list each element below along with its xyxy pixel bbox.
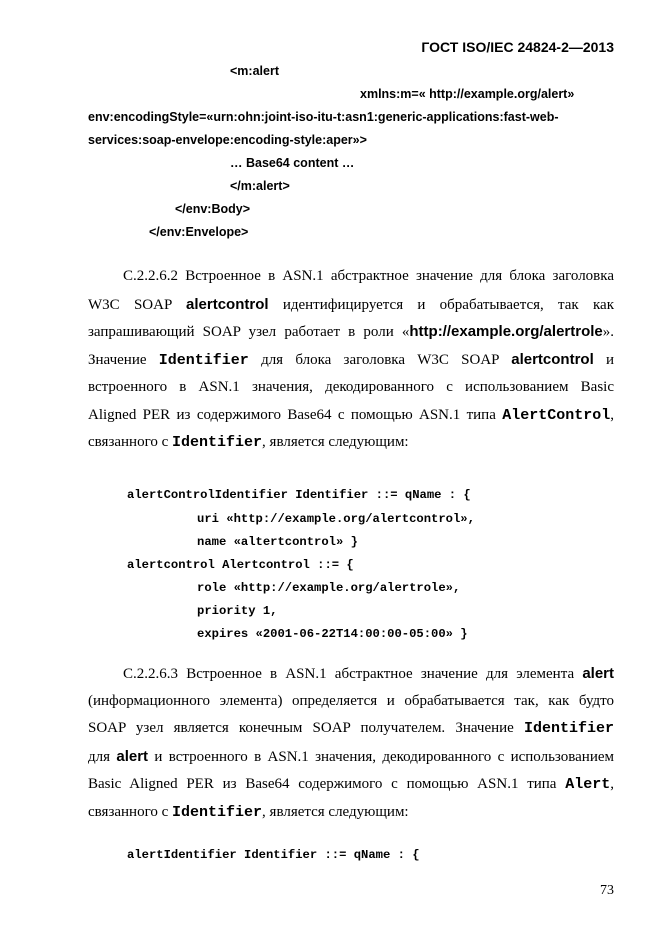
text-line: С.2.2.6.3 Встроенное в ASN.1 абстрактное значение для элемента alert xyxy=(123,665,615,682)
code-line: xmlns:m=« http://example.org/alert» xyxy=(360,87,575,101)
text-line: связанного с Identifier, является следующим: xyxy=(88,804,409,821)
text-line: С.2.2.6.2 Встроенное в ASN.1 абстрактное значение для блока заголовка xyxy=(123,268,614,284)
text-line: Basic Aligned PER из Base64 содержимого с помощью ASN.1 типа Alert, xyxy=(88,776,614,793)
code-line: env:encodingStyle=«urn:ohn:joint-iso-itu-t:asn1:generic-applications:fast-web- xyxy=(88,110,559,124)
page-number: 73 xyxy=(600,883,614,898)
code-line: alertcontrol Alertcontrol ::= { xyxy=(127,558,354,572)
text-line: Aligned PER из содержимого Base64 с помощью ASN.1 типа AlertControl, xyxy=(88,407,614,424)
text-line: встроенного в ASN.1 значения, декодированного с использованием Basic xyxy=(88,379,614,395)
code-line: priority 1, xyxy=(197,604,278,618)
code-line: services:soap-envelope:encoding-style:aper»> xyxy=(88,133,367,147)
code-line: </m:alert> xyxy=(230,179,290,193)
text-line: W3C SOAP alertcontrol идентифицируется и обрабатывается, так как xyxy=(88,296,614,313)
code-line: name «altertcontrol» } xyxy=(197,535,358,549)
document-header: ГОСТ ISO/IEC 24824-2—2013 xyxy=(421,39,614,55)
code-line: role «http://example.org/alertrole», xyxy=(197,581,461,595)
text-line: SOAP узел является конечным SOAP получателем. Значение Identifier xyxy=(88,720,614,737)
code-line: <m:alert xyxy=(230,64,279,78)
text-line: Значение Identifier для блока заголовка W3C SOAP alertcontrol и xyxy=(88,351,615,369)
text-line: запрашивающий SOAP узел работает в роли «http://example.org/alertrole». xyxy=(88,323,614,340)
code-line: … Base64 content … xyxy=(230,156,355,170)
text-line: для alert и встроенного в ASN.1 значения, декодированного с использованием xyxy=(88,748,614,765)
code-line: </env:Body> xyxy=(175,202,251,216)
code-line: expires «2001-06-22T14:00:00-05:00» } xyxy=(197,627,468,641)
code-line: alertControlIdentifier Identifier ::= qName : { xyxy=(127,488,471,502)
code-line: uri «http://example.org/alertcontrol», xyxy=(197,512,475,526)
text-line: (информационного элемента) определяется и обрабатывается так, как будто xyxy=(88,693,614,709)
code-line: alertIdentifier Identifier ::= qName : { xyxy=(127,848,420,862)
text-line: связанного с Identifier, является следующим: xyxy=(88,434,409,451)
code-line: </env:Envelope> xyxy=(149,225,249,239)
